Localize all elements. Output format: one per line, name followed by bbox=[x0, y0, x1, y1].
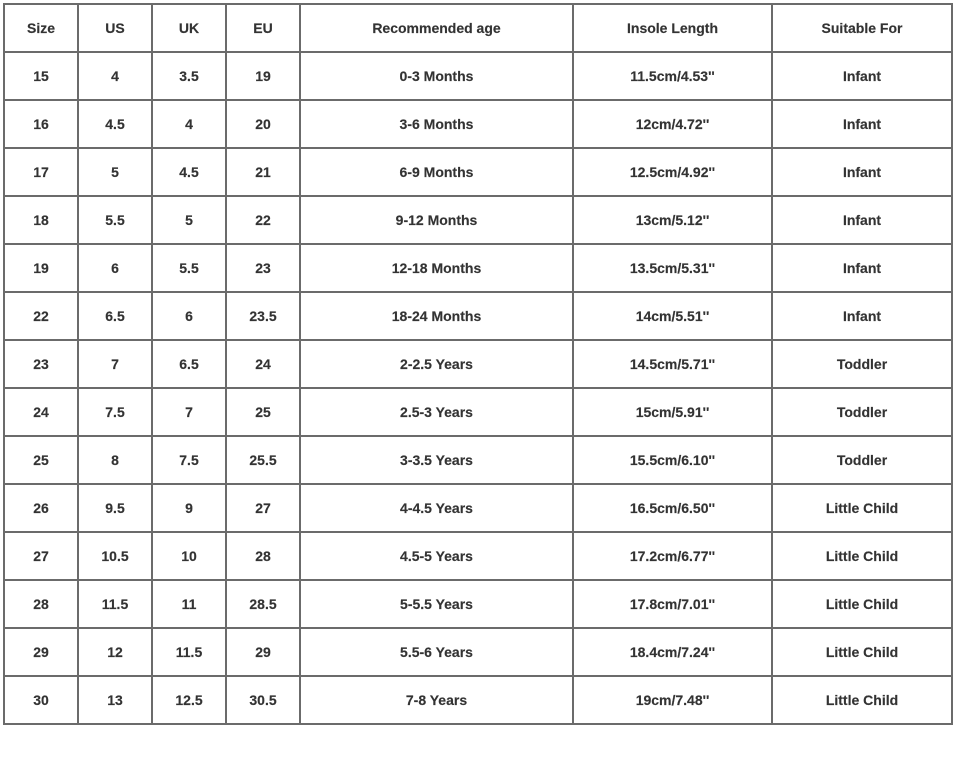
cell-eu: 21 bbox=[226, 148, 300, 196]
cell-eu: 25 bbox=[226, 388, 300, 436]
cell-us: 7.5 bbox=[78, 388, 152, 436]
cell-eu: 22 bbox=[226, 196, 300, 244]
cell-size: 27 bbox=[4, 532, 78, 580]
cell-recommended-age: 18-24 Months bbox=[300, 292, 573, 340]
cell-uk: 10 bbox=[152, 532, 226, 580]
cell-us: 13 bbox=[78, 676, 152, 724]
cell-recommended-age: 4.5-5 Years bbox=[300, 532, 573, 580]
cell-uk: 7 bbox=[152, 388, 226, 436]
cell-uk: 6.5 bbox=[152, 340, 226, 388]
cell-uk: 3.5 bbox=[152, 52, 226, 100]
cell-us: 4 bbox=[78, 52, 152, 100]
cell-size: 30 bbox=[4, 676, 78, 724]
cell-size: 26 bbox=[4, 484, 78, 532]
header-insole-length: Insole Length bbox=[573, 4, 772, 52]
cell-suitable-for: Infant bbox=[772, 292, 952, 340]
table-row bbox=[4, 676, 952, 724]
table-row bbox=[4, 340, 952, 388]
cell-us: 9.5 bbox=[78, 484, 152, 532]
cell-suitable-for: Little Child bbox=[772, 676, 952, 724]
cell-uk: 7.5 bbox=[152, 436, 226, 484]
cell-suitable-for: Infant bbox=[772, 244, 952, 292]
cell-insole-length: 17.8cm/7.01'' bbox=[573, 580, 772, 628]
table-row bbox=[4, 628, 952, 676]
size-chart-table bbox=[3, 3, 953, 725]
cell-eu: 23 bbox=[226, 244, 300, 292]
cell-uk: 11.5 bbox=[152, 628, 226, 676]
cell-us: 12 bbox=[78, 628, 152, 676]
cell-suitable-for: Toddler bbox=[772, 436, 952, 484]
table-row bbox=[4, 532, 952, 580]
cell-recommended-age: 6-9 Months bbox=[300, 148, 573, 196]
cell-size: 25 bbox=[4, 436, 78, 484]
cell-size: 24 bbox=[4, 388, 78, 436]
header-suitable-for: Suitable For bbox=[772, 4, 952, 52]
table-body bbox=[4, 52, 952, 724]
cell-insole-length: 12cm/4.72'' bbox=[573, 100, 772, 148]
header-row bbox=[4, 4, 952, 52]
cell-recommended-age: 5.5-6 Years bbox=[300, 628, 573, 676]
cell-size: 28 bbox=[4, 580, 78, 628]
cell-size: 29 bbox=[4, 628, 78, 676]
table-row bbox=[4, 244, 952, 292]
table-row bbox=[4, 388, 952, 436]
table-row bbox=[4, 100, 952, 148]
cell-insole-length: 15cm/5.91'' bbox=[573, 388, 772, 436]
cell-insole-length: 14.5cm/5.71'' bbox=[573, 340, 772, 388]
cell-suitable-for: Little Child bbox=[772, 628, 952, 676]
cell-suitable-for: Infant bbox=[772, 196, 952, 244]
cell-uk: 4.5 bbox=[152, 148, 226, 196]
cell-suitable-for: Infant bbox=[772, 100, 952, 148]
cell-recommended-age: 5-5.5 Years bbox=[300, 580, 573, 628]
cell-eu: 30.5 bbox=[226, 676, 300, 724]
cell-uk: 9 bbox=[152, 484, 226, 532]
cell-recommended-age: 7-8 Years bbox=[300, 676, 573, 724]
cell-insole-length: 13.5cm/5.31'' bbox=[573, 244, 772, 292]
cell-us: 4.5 bbox=[78, 100, 152, 148]
table-row bbox=[4, 196, 952, 244]
cell-insole-length: 17.2cm/6.77'' bbox=[573, 532, 772, 580]
cell-eu: 19 bbox=[226, 52, 300, 100]
cell-us: 8 bbox=[78, 436, 152, 484]
cell-recommended-age: 4-4.5 Years bbox=[300, 484, 573, 532]
header-size: Size bbox=[4, 4, 78, 52]
cell-suitable-for: Toddler bbox=[772, 340, 952, 388]
cell-eu: 27 bbox=[226, 484, 300, 532]
cell-us: 7 bbox=[78, 340, 152, 388]
cell-size: 23 bbox=[4, 340, 78, 388]
header-eu: EU bbox=[226, 4, 300, 52]
cell-suitable-for: Little Child bbox=[772, 532, 952, 580]
cell-us: 11.5 bbox=[78, 580, 152, 628]
cell-insole-length: 18.4cm/7.24'' bbox=[573, 628, 772, 676]
table-row bbox=[4, 484, 952, 532]
cell-insole-length: 11.5cm/4.53'' bbox=[573, 52, 772, 100]
cell-suitable-for: Little Child bbox=[772, 484, 952, 532]
table-row bbox=[4, 52, 952, 100]
cell-recommended-age: 2.5-3 Years bbox=[300, 388, 573, 436]
table-row bbox=[4, 436, 952, 484]
cell-recommended-age: 0-3 Months bbox=[300, 52, 573, 100]
cell-uk: 11 bbox=[152, 580, 226, 628]
cell-eu: 28 bbox=[226, 532, 300, 580]
cell-recommended-age: 3-6 Months bbox=[300, 100, 573, 148]
cell-us: 5 bbox=[78, 148, 152, 196]
cell-us: 10.5 bbox=[78, 532, 152, 580]
cell-insole-length: 14cm/5.51'' bbox=[573, 292, 772, 340]
cell-size: 16 bbox=[4, 100, 78, 148]
cell-insole-length: 12.5cm/4.92'' bbox=[573, 148, 772, 196]
cell-us: 6.5 bbox=[78, 292, 152, 340]
cell-recommended-age: 3-3.5 Years bbox=[300, 436, 573, 484]
cell-uk: 4 bbox=[152, 100, 226, 148]
cell-insole-length: 13cm/5.12'' bbox=[573, 196, 772, 244]
cell-eu: 23.5 bbox=[226, 292, 300, 340]
table-row bbox=[4, 292, 952, 340]
cell-uk: 12.5 bbox=[152, 676, 226, 724]
cell-suitable-for: Infant bbox=[772, 148, 952, 196]
header-us: US bbox=[78, 4, 152, 52]
cell-eu: 28.5 bbox=[226, 580, 300, 628]
cell-eu: 29 bbox=[226, 628, 300, 676]
cell-suitable-for: Little Child bbox=[772, 580, 952, 628]
cell-suitable-for: Toddler bbox=[772, 388, 952, 436]
cell-size: 18 bbox=[4, 196, 78, 244]
cell-uk: 5 bbox=[152, 196, 226, 244]
cell-size: 15 bbox=[4, 52, 78, 100]
cell-eu: 24 bbox=[226, 340, 300, 388]
cell-eu: 20 bbox=[226, 100, 300, 148]
cell-insole-length: 19cm/7.48'' bbox=[573, 676, 772, 724]
cell-recommended-age: 12-18 Months bbox=[300, 244, 573, 292]
cell-insole-length: 15.5cm/6.10'' bbox=[573, 436, 772, 484]
cell-suitable-for: Infant bbox=[772, 52, 952, 100]
cell-recommended-age: 2-2.5 Years bbox=[300, 340, 573, 388]
cell-recommended-age: 9-12 Months bbox=[300, 196, 573, 244]
cell-us: 6 bbox=[78, 244, 152, 292]
cell-uk: 5.5 bbox=[152, 244, 226, 292]
cell-insole-length: 16.5cm/6.50'' bbox=[573, 484, 772, 532]
table-row bbox=[4, 148, 952, 196]
cell-size: 22 bbox=[4, 292, 78, 340]
cell-us: 5.5 bbox=[78, 196, 152, 244]
cell-size: 19 bbox=[4, 244, 78, 292]
cell-size: 17 bbox=[4, 148, 78, 196]
table-header bbox=[4, 4, 952, 52]
table-row bbox=[4, 580, 952, 628]
cell-eu: 25.5 bbox=[226, 436, 300, 484]
header-uk: UK bbox=[152, 4, 226, 52]
header-recommended-age: Recommended age bbox=[300, 4, 573, 52]
cell-uk: 6 bbox=[152, 292, 226, 340]
